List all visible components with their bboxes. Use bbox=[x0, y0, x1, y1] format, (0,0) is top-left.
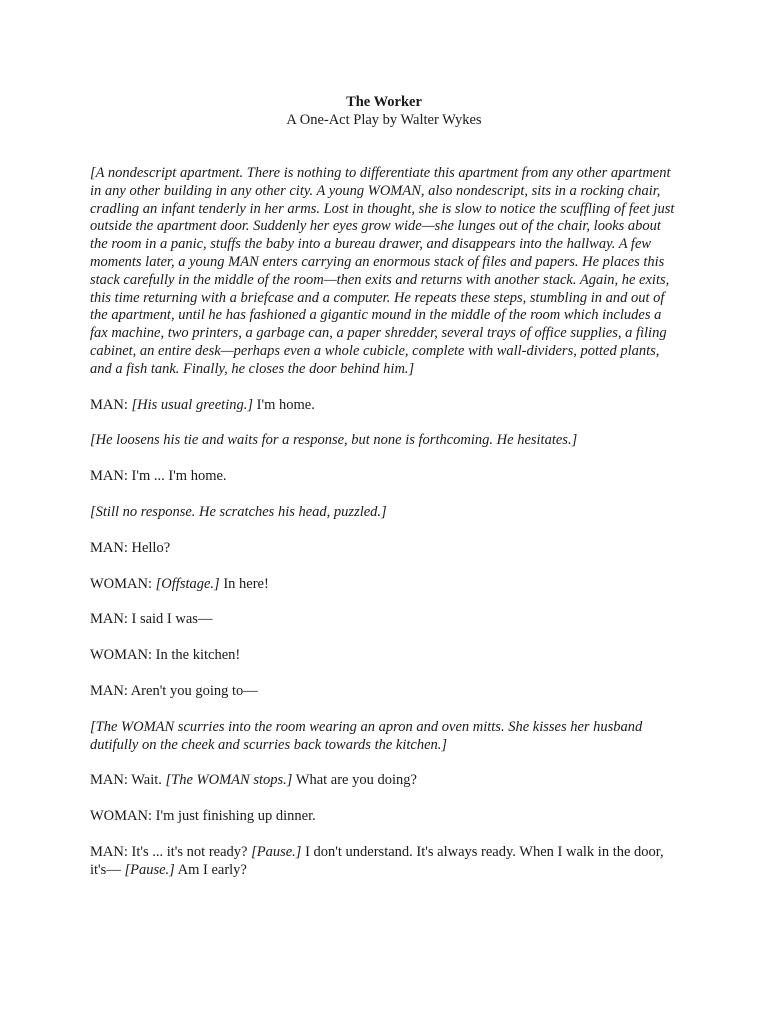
speaker-name: WOMAN: bbox=[90, 647, 156, 664]
dialogue-line bbox=[90, 844, 680, 880]
inline-stage-direction: [Pause.] bbox=[251, 843, 302, 860]
speaker-name: MAN: bbox=[90, 396, 132, 413]
speaker-name: MAN: bbox=[90, 468, 132, 485]
dialogue-text: Wait. bbox=[131, 772, 166, 789]
stage-direction: [The WOMAN scurries into the room wearing an apron and oven mitts. She kisses her husband dutifully on the cheek and scurries back towards the kitchen.] bbox=[90, 718, 643, 753]
stage-direction: [Still no response. He scratches his head, puzzled.] bbox=[90, 503, 387, 520]
dialogue-text: I don't understand. It's always ready. When I walk in the door, it's— bbox=[90, 843, 664, 878]
dialogue-line bbox=[90, 540, 680, 558]
speaker-name: MAN: bbox=[90, 843, 132, 860]
dialogue-text: Hello? bbox=[131, 539, 171, 556]
speaker-name: MAN: bbox=[90, 539, 132, 556]
speaker-name: WOMAN: bbox=[90, 575, 156, 592]
dialogue-text: It's ... it's not ready? bbox=[131, 843, 252, 860]
dialogue-text: I'm home. bbox=[253, 396, 315, 413]
dialogue-line bbox=[90, 772, 680, 790]
opening-stage-direction: [A nondescript apartment. There is nothing to differentiate this apartment from any other apartment in any other building in any other city. A young WOMAN, also nondescript, sits in a rocking chair, cradling an infant tenderly in her arms. Lost in thought, she is slow to notice the scuffling of feet just outside the apartment door. Suddenly her eyes grow wide—she lunges out of the chair, looks about the room in a panic, stuffs the baby into a bureau drawer, and disappears into the hallway. A few moments later, a young MAN enters carrying an enormous stack of files and papers. He places this stack carefully in the middle of the room—then exits and returns with another stack. Again, he exits, this time returning with a briefcase and a computer. He repeats these steps, stumbling in and out of the apartment, until he has fashioned a gigantic mound in the middle of the room which includes a fax machine, two printers, a garbage can, a paper shredder, several trays of office supplies, a filing cabinet, an entire desk—perhaps even a whole cubicle, complete with wall-dividers, potted plants, and a fish tank. Finally, he closes the door behind him.] bbox=[90, 165, 675, 377]
dialogue-text: Aren't you going to— bbox=[130, 682, 258, 699]
dialogue-text: I said I was— bbox=[131, 611, 213, 628]
dialogue-line bbox=[90, 611, 680, 629]
inline-stage-direction: [Pause.] bbox=[124, 861, 175, 878]
dialogue-text: What are you doing? bbox=[292, 772, 417, 789]
speaker-name: MAN: bbox=[90, 682, 131, 699]
inline-stage-direction: [Offstage.] bbox=[155, 575, 220, 592]
speaker-name: WOMAN: bbox=[90, 808, 156, 825]
dialogue-line bbox=[90, 808, 680, 826]
speaker-name: MAN: bbox=[90, 772, 132, 789]
dialogue-line bbox=[90, 468, 680, 486]
play-subtitle: A One-Act Play by Walter Wykes bbox=[286, 112, 482, 128]
dialogue-line bbox=[90, 397, 680, 415]
dialogue-line bbox=[90, 647, 680, 665]
dialogue-text: I'm just finishing up dinner. bbox=[155, 808, 316, 825]
dialogue-text: Am I early? bbox=[174, 861, 247, 878]
dialogue-text: In here! bbox=[219, 575, 269, 592]
inline-stage-direction: [His usual greeting.] bbox=[131, 396, 254, 413]
stage-direction: [He loosens his tie and waits for a response, but none is forthcoming. He hesitates.] bbox=[90, 432, 578, 449]
play-title: The Worker bbox=[346, 94, 422, 110]
inline-stage-direction: [The WOMAN stops.] bbox=[165, 772, 293, 789]
dialogue-line bbox=[90, 576, 680, 594]
speaker-name: MAN: bbox=[90, 611, 132, 628]
script-body bbox=[90, 165, 680, 898]
dialogue-text: In the kitchen! bbox=[155, 647, 241, 664]
dialogue-text: I'm ... I'm home. bbox=[131, 468, 227, 485]
dialogue-line bbox=[90, 683, 680, 701]
